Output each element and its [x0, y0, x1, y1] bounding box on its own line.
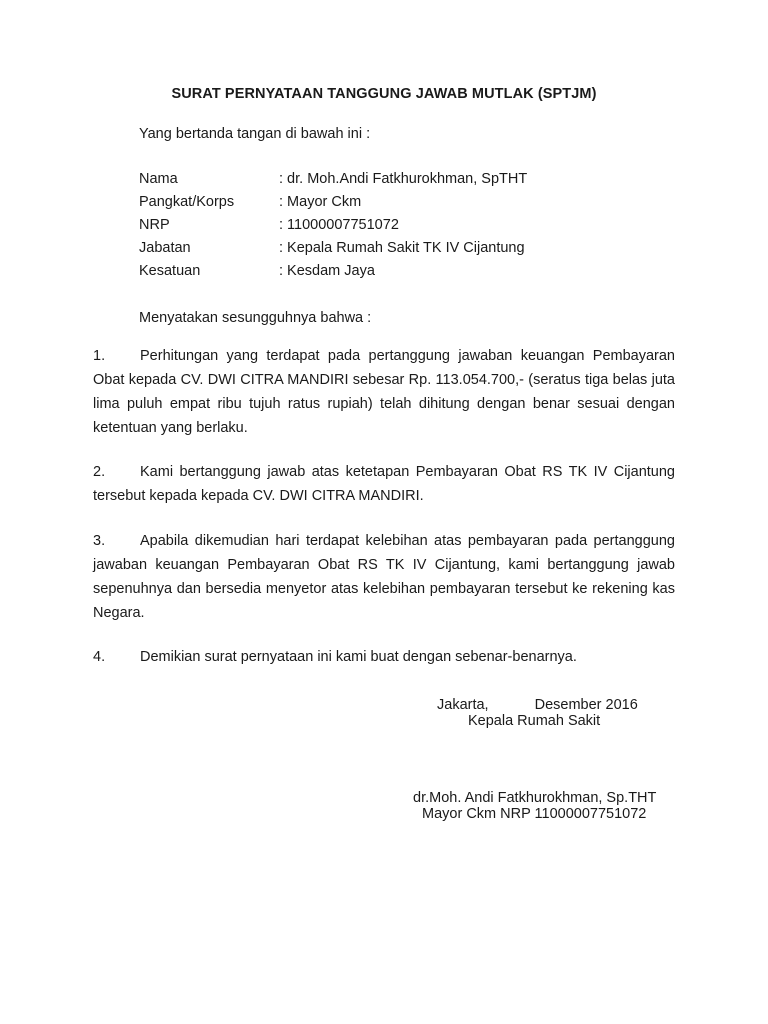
statement-item-2	[93, 460, 675, 508]
statement-item-1	[93, 344, 675, 440]
intro-text: Yang bertanda tangan di bawah ini :	[139, 126, 371, 142]
item-number: 2.	[93, 464, 106, 480]
field-value: : dr. Moh.Andi Fatkhurokhman, SpTHT	[279, 171, 528, 187]
field-label: Nama	[139, 171, 178, 187]
item-text: Apabila dikemudian hari terdapat kelebihan atas pembayaran pada pertanggung jawaban keuangan Pembayaran Obat RS TK IV Cijantung, kami bertanggung jawab sepenuhnya dan bersedia menyetor atas kelebihan pembayaran tersebut ke rekening kas Negara.	[93, 533, 675, 621]
item-text: Kami bertanggung jawab atas ketetapan Pembayaran Obat RS TK IV Cijantung tersebut kepada kepada CV. DWI CITRA MANDIRI.	[93, 464, 675, 504]
field-label: NRP	[139, 217, 170, 233]
statement-item-4	[93, 645, 675, 669]
signature-position: Kepala Rumah Sakit	[468, 713, 601, 729]
signer-rank-nrp: Mayor Ckm NRP 11000007751072	[422, 806, 647, 822]
item-number: 1.	[93, 348, 106, 364]
field-value: : 11000007751072	[279, 217, 399, 233]
field-label: Jabatan	[139, 240, 191, 256]
signer-name: dr.Moh. Andi Fatkhurokhman, Sp.THT	[413, 790, 657, 806]
field-label: Kesatuan	[139, 263, 201, 279]
signature-date: Desember 2016	[534, 697, 638, 713]
field-value: : Mayor Ckm	[279, 194, 362, 210]
signature-place: Jakarta,	[437, 697, 489, 713]
field-label: Pangkat/Korps	[139, 194, 235, 210]
declaration-text: Menyatakan sesungguhnya bahwa :	[139, 310, 372, 326]
document-title: SURAT PERNYATAAN TANGGUNG JAWAB MUTLAK (SPTJM)	[171, 86, 597, 102]
statement-item-3	[93, 529, 675, 625]
signature-place-date	[437, 697, 638, 713]
item-text: Perhitungan yang terdapat pada pertanggung jawaban keuangan Pembayaran Obat kepada CV. DWI CITRA MANDIRI sebesar Rp. 113.054.700,- (seratus tiga belas juta lima puluh empat ribu tujuh ratus rupiah) telah dihitung dengan benar sesuai dengan ketentuan yang berlaku.	[93, 348, 675, 436]
field-value: : Kepala Rumah Sakit TK IV Cijantung	[279, 240, 525, 256]
field-value: : Kesdam Jaya	[279, 263, 375, 279]
item-number: 3.	[93, 533, 106, 549]
item-text: Demikian surat pernyataan ini kami buat dengan sebenar-benarnya.	[140, 649, 577, 665]
item-number: 4.	[93, 649, 106, 665]
